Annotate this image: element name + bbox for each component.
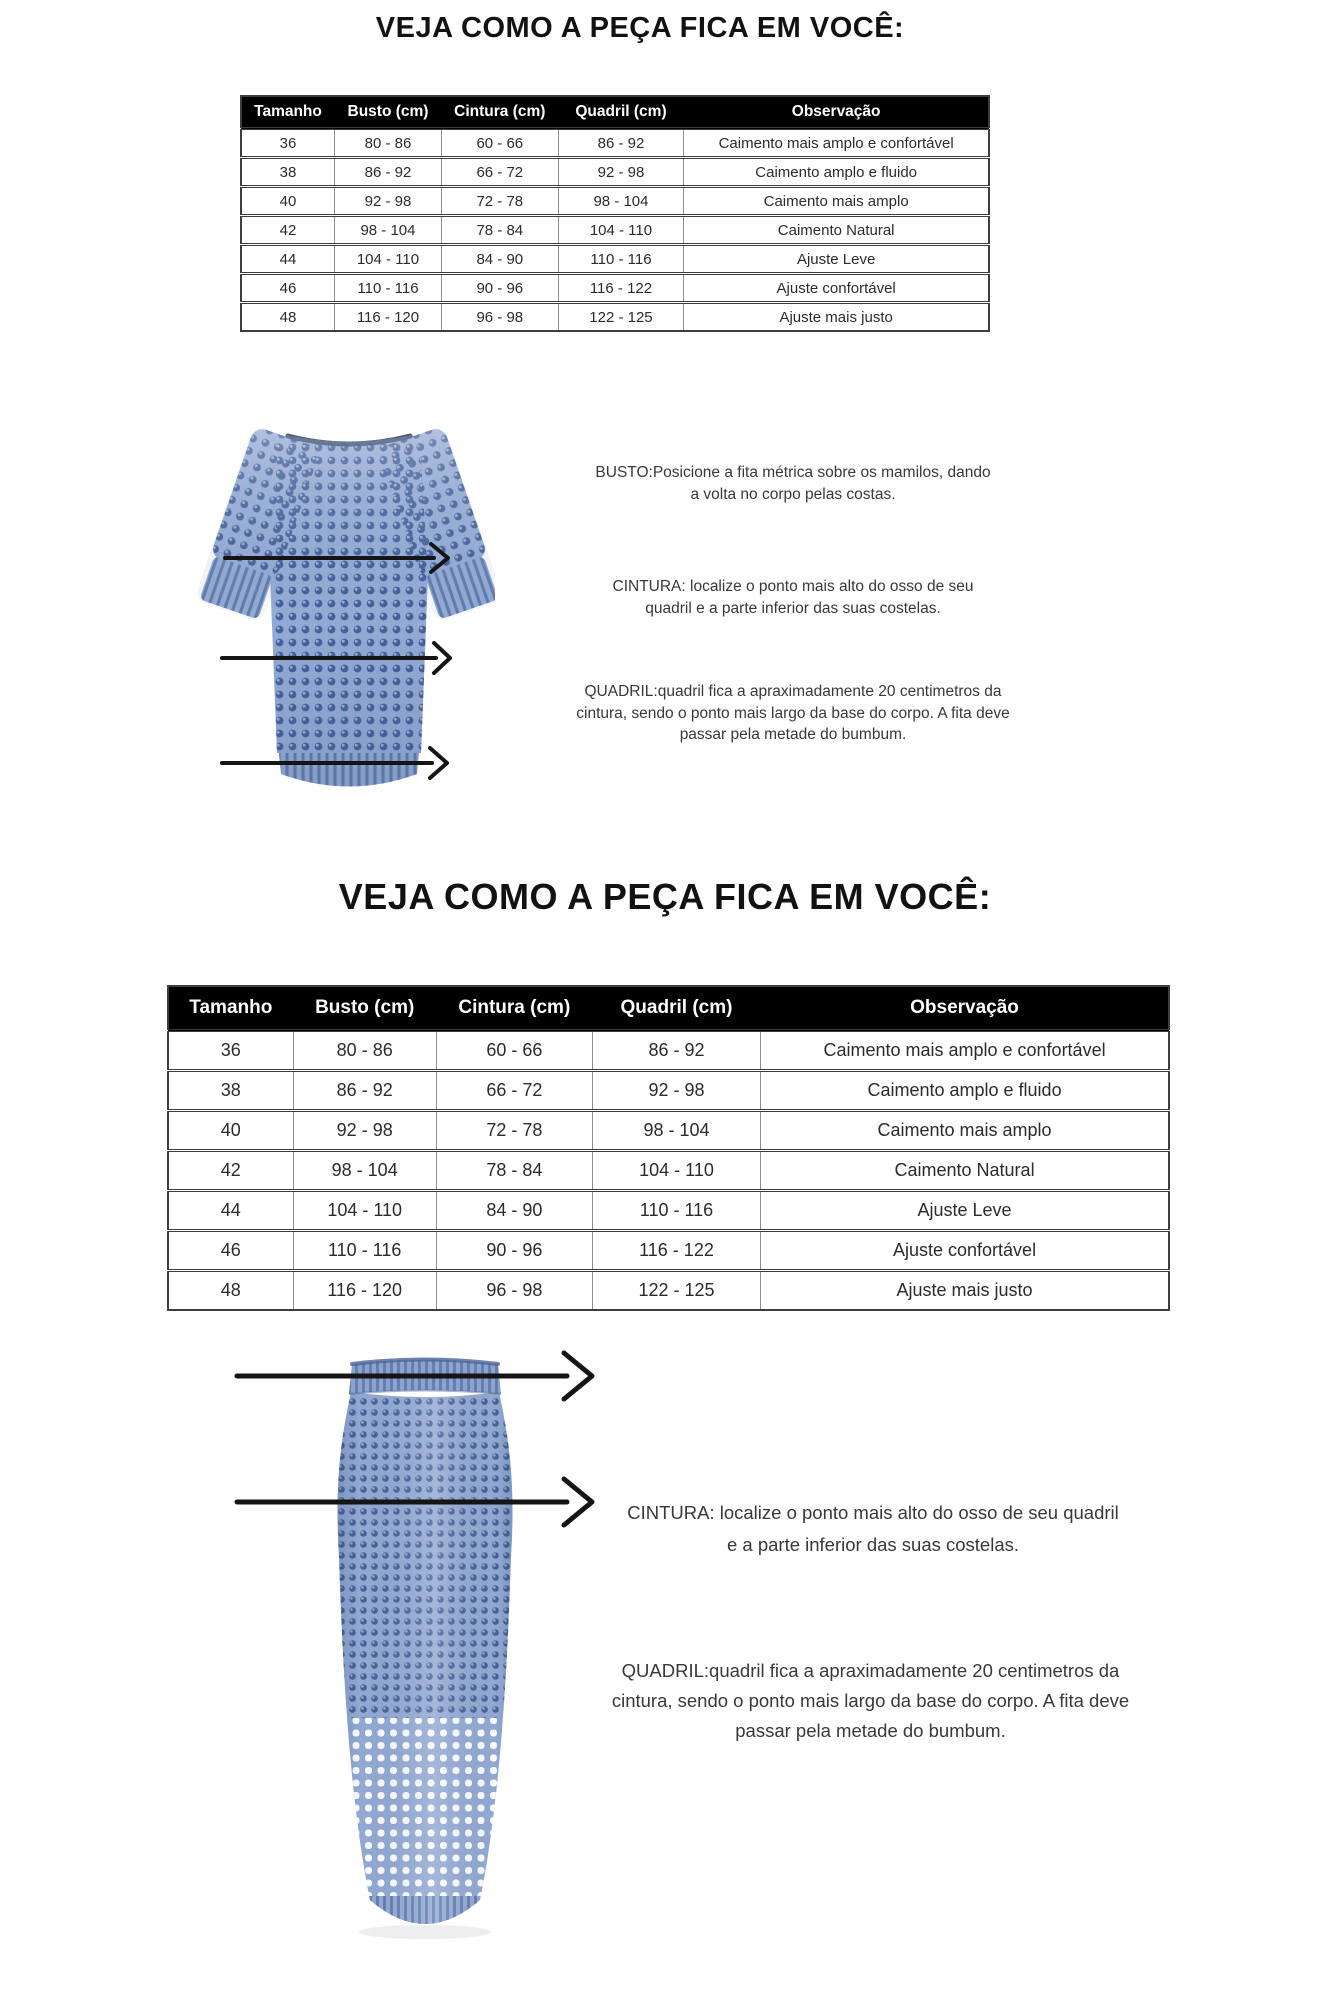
column-header: Observação xyxy=(761,986,1169,1031)
size-cell: 122 - 125 xyxy=(592,1271,760,1311)
size-cell: 86 - 92 xyxy=(592,1031,760,1071)
size-cell: 110 - 116 xyxy=(558,245,684,274)
size-cell: Caimento mais amplo xyxy=(761,1111,1169,1151)
size-cell: 78 - 84 xyxy=(436,1151,592,1191)
size-cell: 44 xyxy=(279,250,297,268)
size-row xyxy=(168,1031,1169,1071)
size-cell: 40 xyxy=(220,1120,241,1140)
size-cell: 80 - 86 xyxy=(335,129,442,158)
size-table-header-row xyxy=(241,96,989,129)
size-cell: 84 - 90 xyxy=(441,245,558,274)
size-cell: 116 - 122 xyxy=(558,274,684,303)
size-cell: 38 xyxy=(220,1080,241,1100)
size-cell: 36 xyxy=(220,1040,241,1060)
column-header: Busto (cm) xyxy=(293,986,436,1031)
size-cell: 40 xyxy=(279,192,297,210)
crochet-skirt-graphic xyxy=(325,1352,525,1942)
size-cell: 92 - 98 xyxy=(592,1071,760,1111)
column-header: Cintura (cm) xyxy=(441,96,558,129)
size-cell: 92 - 98 xyxy=(558,158,684,187)
size-cell: Caimento amplo e fluido xyxy=(761,1071,1169,1111)
size-cell: 96 - 98 xyxy=(441,303,558,332)
size-table-large xyxy=(167,985,1170,1311)
size-row xyxy=(168,1231,1169,1271)
column-header: Quadril (cm) xyxy=(592,986,760,1031)
size-cell: 66 - 72 xyxy=(441,158,558,187)
size-cell: 98 - 104 xyxy=(293,1151,436,1191)
page-title-top: VEJA COMO A PEÇA FICA EM VOCÊ: xyxy=(375,12,905,44)
size-cell: 116 - 120 xyxy=(335,303,442,332)
size-cell: 90 - 96 xyxy=(441,274,558,303)
size-cell: Caimento mais amplo e confortável xyxy=(684,129,989,158)
size-cell: 104 - 110 xyxy=(558,216,684,245)
crochet-top-image xyxy=(195,415,495,815)
size-cell: Caimento mais amplo e confortável xyxy=(761,1031,1169,1071)
size-cell: 92 - 98 xyxy=(335,187,442,216)
size-cell: 86 - 92 xyxy=(293,1071,436,1111)
crochet-skirt-image xyxy=(325,1352,525,1942)
size-cell: 38 xyxy=(279,163,297,181)
size-cell: 104 - 110 xyxy=(592,1151,760,1191)
size-cell: 46 xyxy=(279,279,297,297)
size-cell: Ajuste Leve xyxy=(684,245,989,274)
size-row xyxy=(241,216,989,245)
size-cell: 122 - 125 xyxy=(558,303,684,332)
size-cell: 66 - 72 xyxy=(436,1071,592,1111)
column-header: Observação xyxy=(684,96,989,129)
size-row xyxy=(168,1151,1169,1191)
size-row xyxy=(241,245,989,274)
size-cell: Caimento Natural xyxy=(761,1151,1169,1191)
size-cell: 90 - 96 xyxy=(436,1231,592,1271)
hip-measure-note-bottom: QUADRIL:quadril fica a apraximadamente 20 centimetros da cintura, sendo o ponto mais largo da base do corpo. A fita deve passar pela metade do bumbum. xyxy=(611,1660,1130,1741)
size-cell: 86 - 92 xyxy=(335,158,442,187)
size-cell: Caimento amplo e fluido xyxy=(684,158,989,187)
size-row xyxy=(168,1191,1169,1231)
size-cell: 104 - 110 xyxy=(293,1191,436,1231)
size-cell: 78 - 84 xyxy=(441,216,558,245)
size-cell: 80 - 86 xyxy=(293,1031,436,1071)
bust-measure-note: BUSTO:Posicione a fita métrica sobre os mamilos, dando a volta no corpo pelas costas. xyxy=(595,464,991,503)
size-cell: 36 xyxy=(279,134,297,152)
size-cell: 44 xyxy=(220,1200,241,1220)
size-row xyxy=(241,303,989,332)
size-cell: 46 xyxy=(220,1240,241,1260)
size-cell: 104 - 110 xyxy=(335,245,442,274)
size-table-small xyxy=(240,95,990,332)
column-header: Quadril (cm) xyxy=(558,96,684,129)
size-cell: 84 - 90 xyxy=(436,1191,592,1231)
size-row xyxy=(241,274,989,303)
size-cell: 98 - 104 xyxy=(592,1111,760,1151)
size-cell: 98 - 104 xyxy=(335,216,442,245)
column-header: Cintura (cm) xyxy=(436,986,592,1031)
size-table-header-row xyxy=(168,986,1169,1031)
size-cell: 116 - 122 xyxy=(592,1231,760,1271)
size-cell: Caimento mais amplo xyxy=(684,187,989,216)
size-cell: 98 - 104 xyxy=(558,187,684,216)
size-cell: 110 - 116 xyxy=(335,274,442,303)
size-row xyxy=(241,187,989,216)
size-cell: 110 - 116 xyxy=(592,1191,760,1231)
size-cell: 86 - 92 xyxy=(558,129,684,158)
size-cell: 92 - 98 xyxy=(293,1111,436,1151)
size-cell: 42 xyxy=(220,1160,241,1180)
size-row xyxy=(241,129,989,158)
size-row xyxy=(241,158,989,187)
waist-measure-note-top: CINTURA: localize o ponto mais alto do osso de seu quadril e a parte inferior das suas costelas. xyxy=(612,578,974,617)
size-row xyxy=(168,1271,1169,1311)
waist-measure-note-bottom: CINTURA: localize o ponto mais alto do osso de seu quadril e a parte inferior das suas costelas. xyxy=(627,1502,1119,1555)
size-cell: 72 - 78 xyxy=(441,187,558,216)
crochet-top-graphic xyxy=(195,415,495,815)
size-row xyxy=(168,1111,1169,1151)
size-cell: 60 - 66 xyxy=(436,1031,592,1071)
size-cell: 48 xyxy=(279,308,297,326)
size-cell: 72 - 78 xyxy=(436,1111,592,1151)
size-cell: 110 - 116 xyxy=(293,1231,436,1271)
hip-measure-note-top: QUADRIL:quadril fica a apraximadamente 20 centimetros da cintura, sendo o ponto mais largo da base do corpo. A fita deve passar pela metade do bumbum. xyxy=(576,683,1010,743)
size-cell: 48 xyxy=(220,1280,241,1300)
size-cell: 60 - 66 xyxy=(441,129,558,158)
size-cell: Ajuste confortável xyxy=(684,274,989,303)
page-title-bottom: VEJA COMO A PEÇA FICA EM VOCÊ: xyxy=(338,876,992,917)
column-header: Busto (cm) xyxy=(335,96,442,129)
size-cell: 42 xyxy=(279,221,297,239)
size-row xyxy=(168,1071,1169,1111)
size-cell: Ajuste confortável xyxy=(761,1231,1169,1271)
size-cell: Ajuste mais justo xyxy=(761,1271,1169,1311)
size-cell: 96 - 98 xyxy=(436,1271,592,1311)
column-header: Tamanho xyxy=(241,96,335,129)
size-cell: Ajuste mais justo xyxy=(684,303,989,332)
size-cell: Caimento Natural xyxy=(684,216,989,245)
size-cell: 116 - 120 xyxy=(293,1271,436,1311)
column-header: Tamanho xyxy=(168,986,293,1031)
size-cell: Ajuste Leve xyxy=(761,1191,1169,1231)
